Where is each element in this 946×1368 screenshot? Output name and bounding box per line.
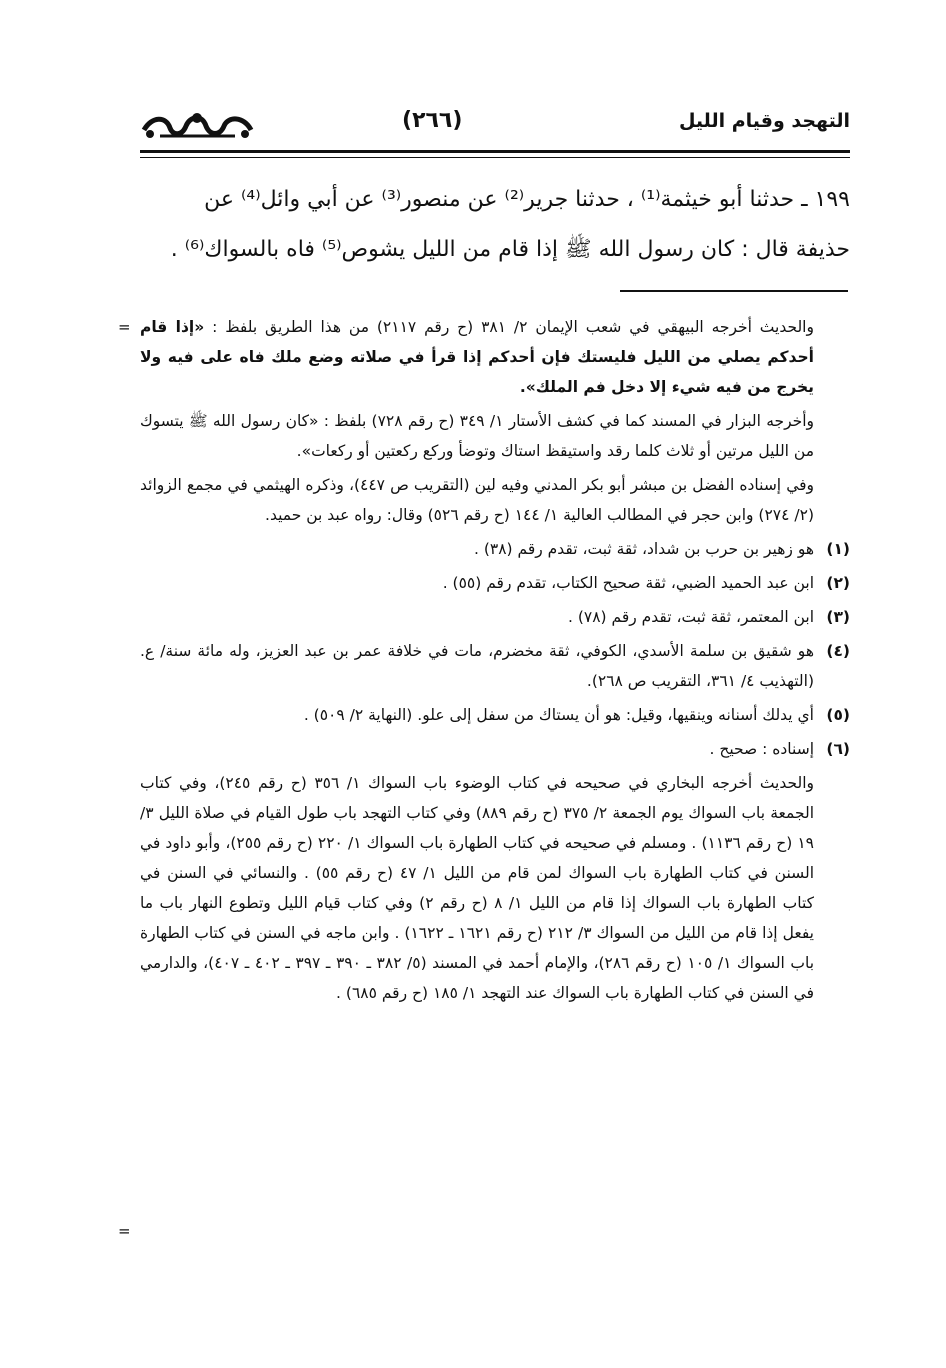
footnote-item	[140, 734, 850, 764]
footnote-separator	[620, 290, 848, 292]
header-rule-thick	[140, 150, 850, 153]
footnote-intro-paragraph	[118, 312, 850, 402]
footnote-number: (٤)	[826, 642, 850, 660]
footnote-number: (٣)	[826, 608, 850, 626]
floral-ornament-icon	[140, 108, 255, 142]
footnote-text: والحديث أخرجه البخاري في صحيحه في كتاب الوضوء باب السواك ١/ ٣٥٦ (ح رقم ٢٤٥)، وفي كتاب الجمعة باب السواك يوم الجمعة ٢/ ٣٧٥ (ح رقم ٨٨٩) وفي كتاب التهجد باب طول القيام في صلاة الليل ٣/ ١٩ (ح رقم ١١٣٦) . ومسلم في صحيحه في كتاب الطهارة باب السواك ١/ ٢٢٠ (ح رقم ٢٥٥)، وأبو داود في السنن في كتاب الطهارة باب السواك لمن قام من الليل ١/ ٤٧ (ح رقم ٥٥) . والنسائي في السنن في كتاب الطهارة باب السواك إذا قام من الليل ١/ ٨ (ح رقم ٢) وفي كتاب قيام الليل وتطوع النهار باب ما يفعل إذا قام من الليل من السواك ٣/ ٢١٢ (ح رقم ١٦٢١ ـ ١٦٢٢) . وابن ماجه في السنن في كتاب الطهارة باب السواك ١/ ١٠٥ (ح رقم ٢٨٦)، والإمام أحمد في المسند (٥/ ٣٨٢ ـ ٣٩٠ ـ ٣٩٧ ـ ٤٠٢ ـ ٤٠٧)، والدارمي في السنن في كتاب الطهارة باب السواك عند التهجد ١/ ١٨٥ (ح رقم ٦٨٥) .	[140, 774, 815, 1002]
footnote-text: وفي إسناده الفضل بن مبشر أبو بكر المدني وفيه لين (التقريب ص ٤٤٧)، وذكره الهيثمي في مجمع الزوائد (٢/ ٢٧٤) وابن حجر في المطالب العالية ١/ ١٤٤ (ح رقم ٥٢٦) وقال: رواه عبد بن حميد.	[140, 476, 815, 524]
hadith-text	[140, 175, 850, 275]
continuation-mark: =	[118, 318, 131, 336]
footnote-text: هو شقيق بن سلمة الأسدي، الكوفي، ثقة مخضرم، مات في خلافة عمر بن عبد العزيز، وله مائة سنة/ ع. (التهذيب ٤/ ٣٦١، التقريب ص ٢٦٨).	[140, 642, 814, 690]
footnote-text: وأخرجه البزار في المسند كما في كشف الأستار ١/ ٣٤٩ (ح رقم ٧٢٨) بلفظ : «كان رسول الله ﷺ يتسوك من الليل مرتين أو ثلاث كلما رقد واستيقظ استاك وتوضأ وركع ركعتين أو ركعات».	[140, 412, 815, 460]
footnote-intro-paragraph	[140, 406, 850, 466]
hadith-line: ١٩٩ ـ حدثنا أبو خيثمة⁽¹⁾ ، حدثنا جرير⁽²⁾ عن منصور⁽³⁾ عن أبي وائل⁽⁴⁾ عن	[204, 187, 850, 212]
footnote-item	[140, 534, 850, 564]
continuation-mark-end: =	[118, 1222, 131, 1240]
footnote-intro-paragraph	[140, 470, 850, 530]
footnote-number: (٥)	[826, 706, 850, 724]
footnote-item	[140, 636, 850, 696]
footnote-item	[140, 568, 850, 598]
footnotes	[118, 312, 850, 1012]
footnote-text: ابن عبد الحميد الضبي، ثقة صحيح الكتاب، تقدم رقم (٥٥) .	[442, 574, 814, 592]
footnote-item	[140, 602, 850, 632]
footnote-text: ابن المعتمر، ثقة ثبت، تقدم رقم (٧٨) .	[567, 608, 814, 626]
footnote-item	[140, 700, 850, 730]
footnote-text: أي يدلك أسنانه وينقيها، وقيل: هو أن يستاك من سفل إلى علو. (النهاية ٢/ ٥٠٩) .	[303, 706, 814, 724]
footnote-text: هو زهير بن حرب بن شداد، ثقة ثبت، تقدم رقم (٣٨) .	[473, 540, 814, 558]
page-header	[140, 108, 850, 152]
footnote-number: (٦)	[826, 740, 850, 758]
hadith-quote: «إذا قام أحدكم يصلي من الليل فليستك فإن أحدكم إذا قرأ في صلاته وضع ملك فاه على فيه ولا يخرج من فيه شيء إلا دخل فم الملك».	[140, 318, 814, 396]
footnote-number: (١)	[826, 540, 850, 558]
page-number: (٢٦٦)	[402, 108, 463, 133]
header-rule-thin	[140, 157, 850, 158]
running-title: التهجد وقيام الليل	[678, 110, 850, 132]
footnote-final-paragraph	[140, 768, 850, 1008]
hadith-line: حذيفة قال : كان رسول الله ﷺ إذا قام من الليل يشوص⁽⁵⁾ فاه بالسواك⁽⁶⁾ .	[170, 237, 850, 262]
footnote-text: والحديث أخرجه البيهقي في شعب الإيمان ٢/ ٣٨١ (ح رقم ٢١١٧) من هذا الطريق بلفظ :	[212, 318, 814, 336]
footnote-number: (٢)	[826, 574, 850, 592]
footnote-text: إسناده : صحيح .	[709, 740, 814, 758]
